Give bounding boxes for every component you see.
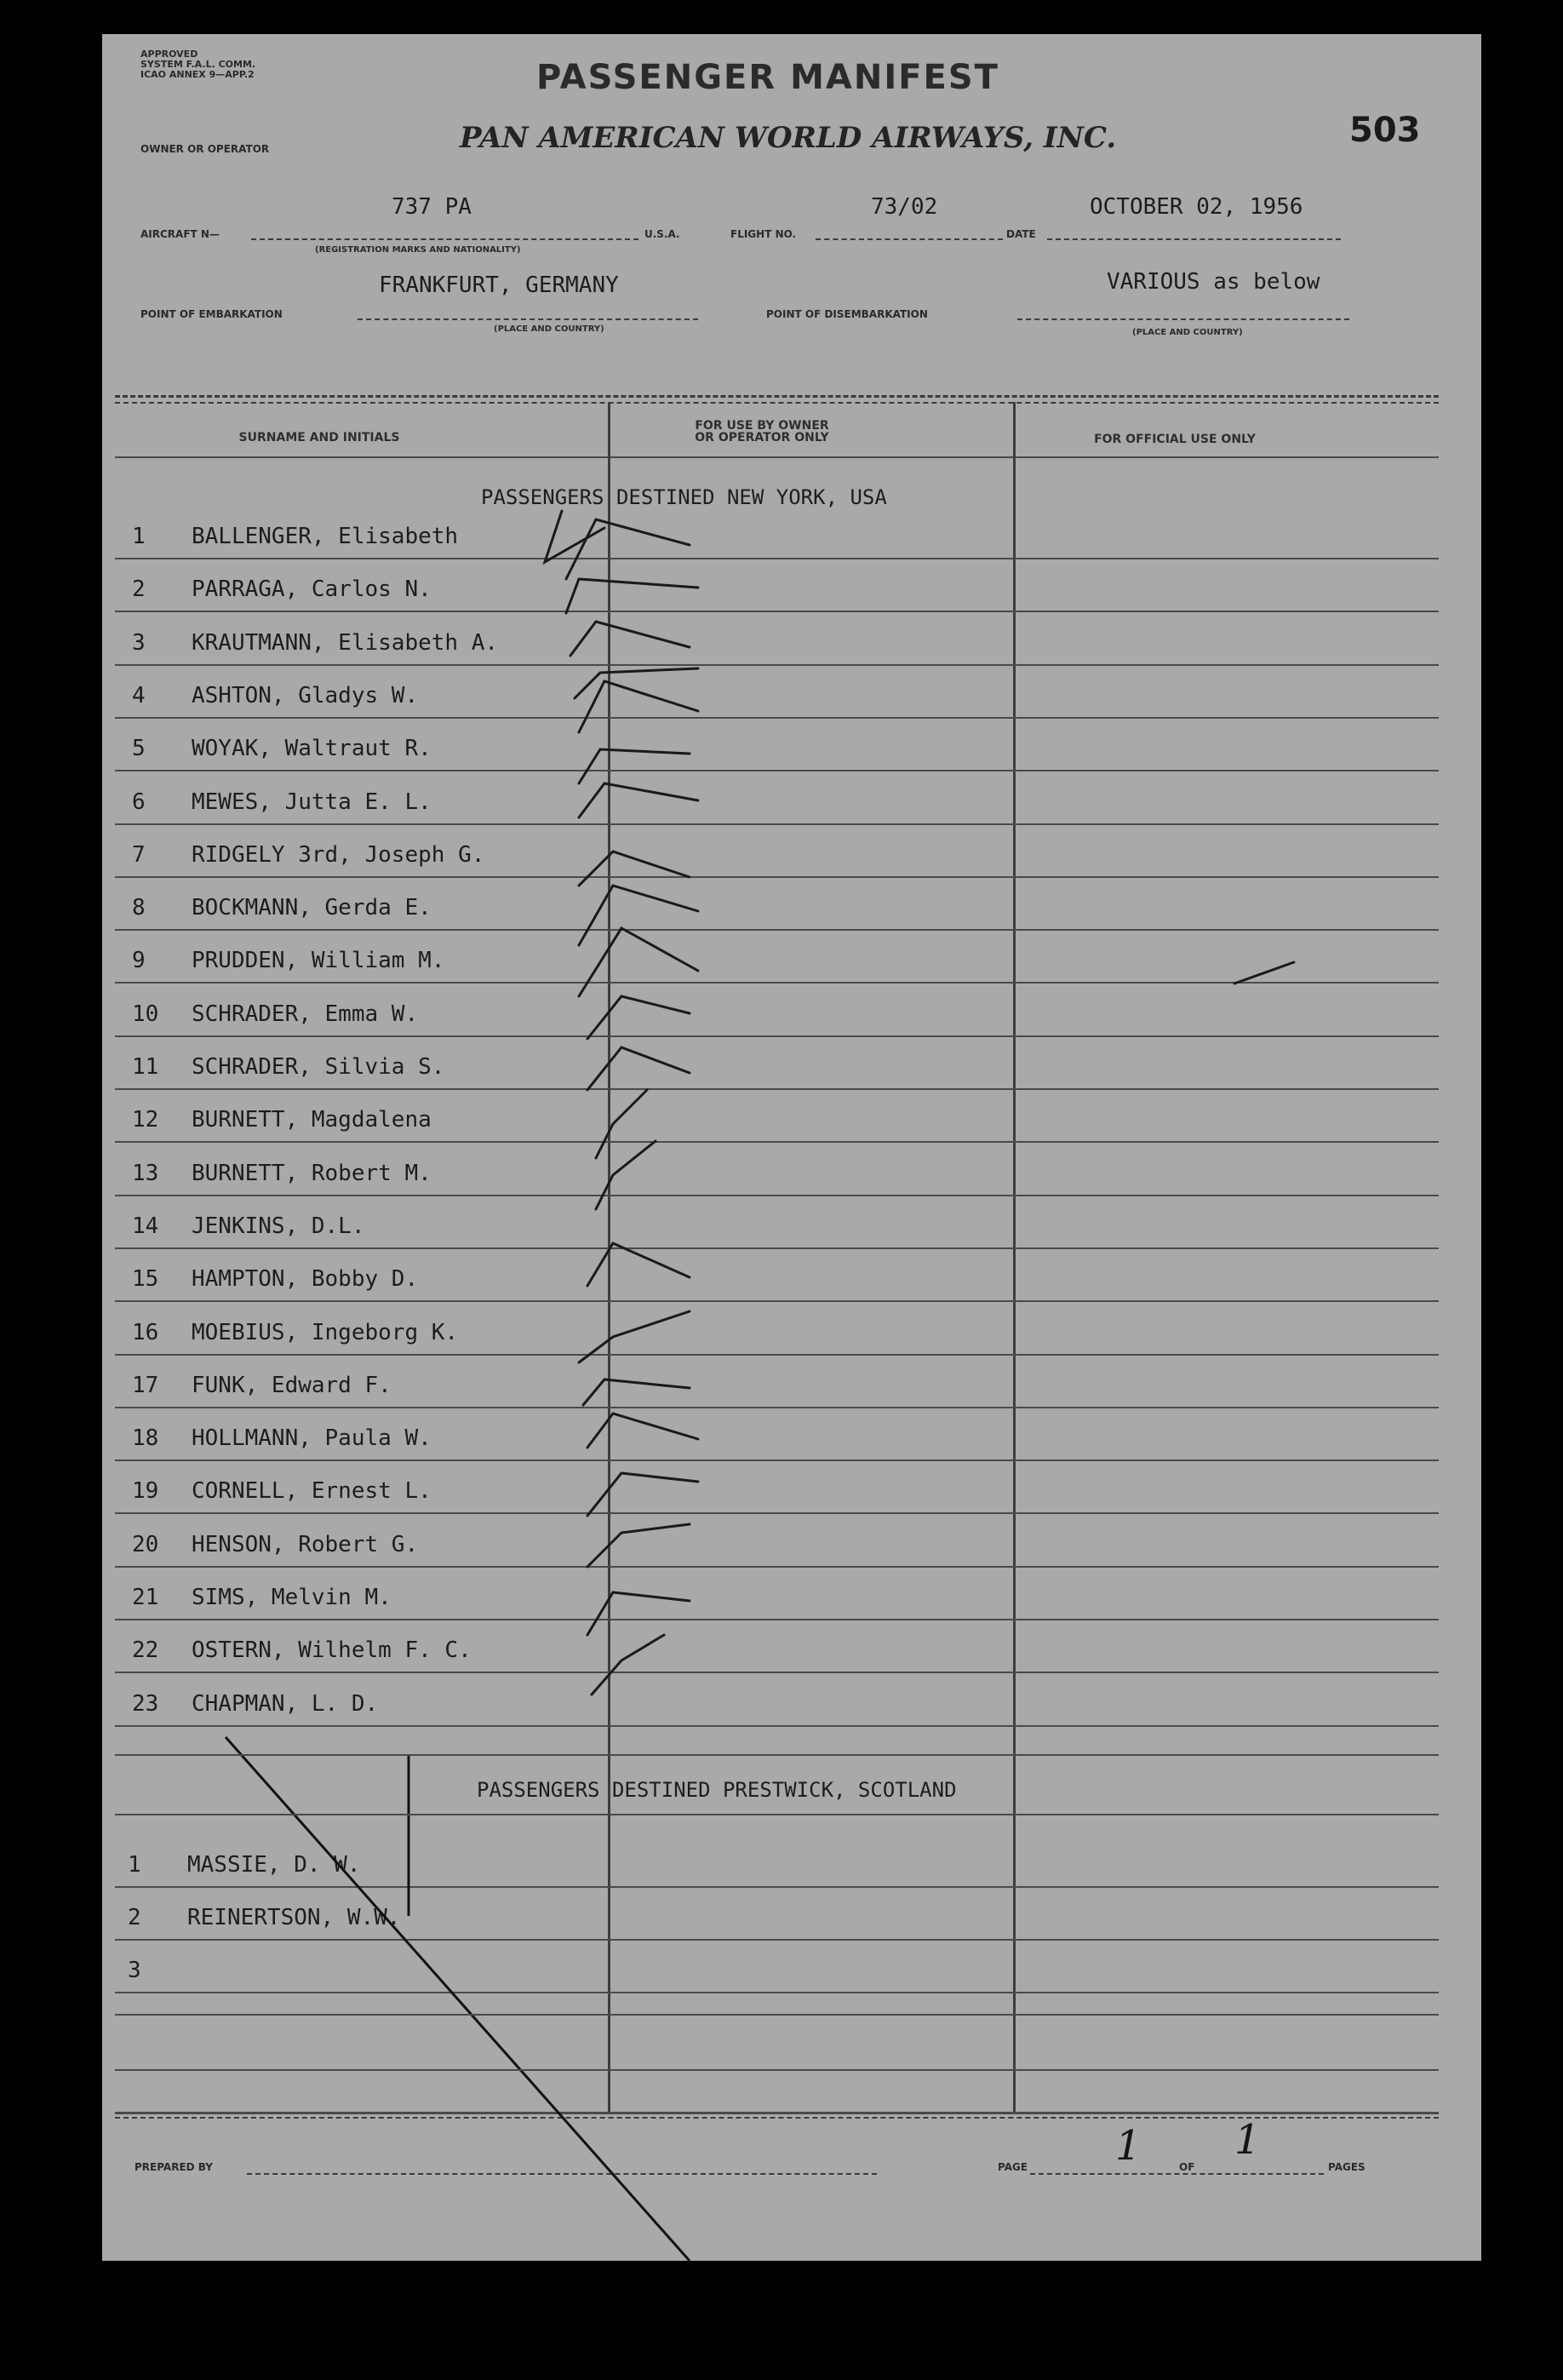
passenger-name: SCHRADER, Emma W.: [192, 1001, 419, 1027]
handwritten-check-marks: [102, 34, 1481, 2261]
passenger-name: HAMPTON, Bobby D.: [192, 1266, 419, 1293]
passenger-name: MASSIE, D. W.: [187, 1852, 361, 1878]
manifest-sheet: [102, 34, 1481, 2261]
passenger-name: JENKINS, D.L.: [192, 1213, 365, 1239]
row-number: 14: [132, 1213, 159, 1239]
row-number: 7: [132, 841, 146, 868]
row-number: 19: [132, 1478, 159, 1505]
ruled-line: [115, 2014, 1439, 2016]
row-number: 22: [132, 1637, 159, 1664]
passenger-name: BURNETT, Robert M.: [192, 1160, 432, 1186]
passenger-name: REINERTSON, W.W.: [187, 1905, 401, 1930]
embark-caption: (PLACE AND COUNTRY): [494, 324, 604, 334]
passenger-name: SCHRADER, Silvia S.: [192, 1054, 445, 1080]
row-number: 4: [132, 682, 146, 708]
passenger-name: OSTERN, Wilhelm F. C.: [192, 1637, 472, 1664]
embark-value: FRANKFURT, GERMANY: [379, 272, 619, 298]
row-number: 3: [132, 629, 146, 656]
of-label: OF: [1179, 2161, 1195, 2173]
section-new-york: PASSENGERS DESTINED NEW YORK, USA: [481, 485, 887, 509]
aircraft-label: AIRCRAFT N—: [140, 228, 220, 240]
of-value: 1: [1234, 2116, 1261, 2164]
date-value: OCTOBER 02, 1956: [1090, 194, 1303, 220]
flight-value: 73/02: [871, 194, 938, 220]
page-value: 1: [1115, 2122, 1142, 2170]
row-number: 8: [132, 895, 146, 921]
row-number: 1: [132, 524, 146, 549]
row-number: 13: [132, 1160, 159, 1186]
row-number: 2: [132, 576, 146, 603]
pages-label: PAGES: [1328, 2161, 1365, 2173]
section-prestwick: PASSENGERS DESTINED PRESTWICK, SCOTLAND: [477, 1778, 957, 1802]
ruled-line: [115, 1814, 1439, 1815]
passenger-name: BALLENGER, Elisabeth: [192, 524, 459, 549]
passenger-name: CHAPMAN, L. D.: [192, 1690, 379, 1717]
aircraft-value: 737 PA: [392, 194, 472, 220]
passenger-name: WOYAK, Waltraut R.: [192, 736, 432, 762]
disembark-caption: (PLACE AND COUNTRY): [1132, 328, 1243, 337]
row-number: 20: [132, 1531, 159, 1557]
approval-stamp: APPROVED SYSTEM F.A.L. COMM. ICAO ANNEX 9—APP.2: [140, 49, 256, 80]
registration-caption: (REGISTRATION MARKS AND NATIONALITY): [315, 245, 521, 255]
passenger-name: PRUDDEN, William M.: [192, 948, 445, 974]
flight-label: FLIGHT NO.: [730, 228, 797, 240]
manifest-number: 503: [1349, 111, 1421, 150]
col-owner-use-1: FOR USE BY OWNER: [695, 419, 829, 433]
passenger-name: MEWES, Jutta E. L.: [192, 789, 432, 815]
row-number: 6: [132, 789, 146, 815]
col-official: FOR OFFICIAL USE ONLY: [1094, 433, 1256, 446]
owner-label: OWNER OR OPERATOR: [140, 143, 270, 155]
row-number: 10: [132, 1001, 159, 1027]
passenger-name: PARRAGA, Carlos N.: [192, 576, 432, 603]
ruled-line: [115, 2069, 1439, 2071]
passenger-name: RIDGELY 3rd, Joseph G.: [192, 841, 485, 868]
col-surname: SURNAME AND INITIALS: [238, 431, 400, 444]
row-number: 5: [132, 736, 146, 762]
passenger-name: BOCKMANN, Gerda E.: [192, 895, 432, 921]
row-number: 1: [128, 1852, 141, 1878]
row-number: 11: [132, 1054, 159, 1080]
row-number: 23: [132, 1690, 159, 1717]
passenger-name: BURNETT, Magdalena: [192, 1107, 432, 1133]
passenger-name: KRAUTMANN, Elisabeth A.: [192, 629, 499, 656]
passenger-name: ASHTON, Gladys W.: [192, 682, 419, 708]
row-number: 3: [128, 1958, 141, 1983]
row-number: 9: [132, 948, 146, 974]
row-number: 15: [132, 1266, 159, 1293]
row-number: 21: [132, 1585, 159, 1610]
col-owner-use-2: OR OPERATOR ONLY: [695, 431, 829, 444]
row-number: 12: [132, 1107, 159, 1133]
row-number: 17: [132, 1372, 159, 1398]
page-label: PAGE: [998, 2161, 1028, 2173]
disembark-label: POINT OF DISEMBARKATION: [766, 308, 928, 320]
page-title: PASSENGER MANIFEST: [536, 58, 999, 97]
ruled-line: [115, 1754, 1439, 1756]
airline-name: PAN AMERICAN WORLD AIRWAYS, INC.: [460, 121, 1117, 155]
passenger-name: HENSON, Robert G.: [192, 1531, 419, 1557]
row-number: 18: [132, 1425, 159, 1452]
embark-label: POINT OF EMBARKATION: [140, 308, 283, 320]
usa-label: U.S.A.: [644, 228, 680, 240]
passenger-name: MOEBIUS, Ingeborg K.: [192, 1319, 459, 1345]
passenger-name: SIMS, Melvin M.: [192, 1585, 392, 1610]
passenger-name: HOLLMANN, Paula W.: [192, 1425, 432, 1452]
row-number: 2: [128, 1905, 141, 1930]
prepared-label: PREPARED BY: [135, 2161, 213, 2173]
disembark-value: VARIOUS as below: [1107, 269, 1320, 295]
passenger-name: CORNELL, Ernest L.: [192, 1478, 432, 1505]
date-label: DATE: [1006, 228, 1036, 240]
row-number: 16: [132, 1319, 159, 1345]
passenger-name: FUNK, Edward F.: [192, 1372, 392, 1398]
